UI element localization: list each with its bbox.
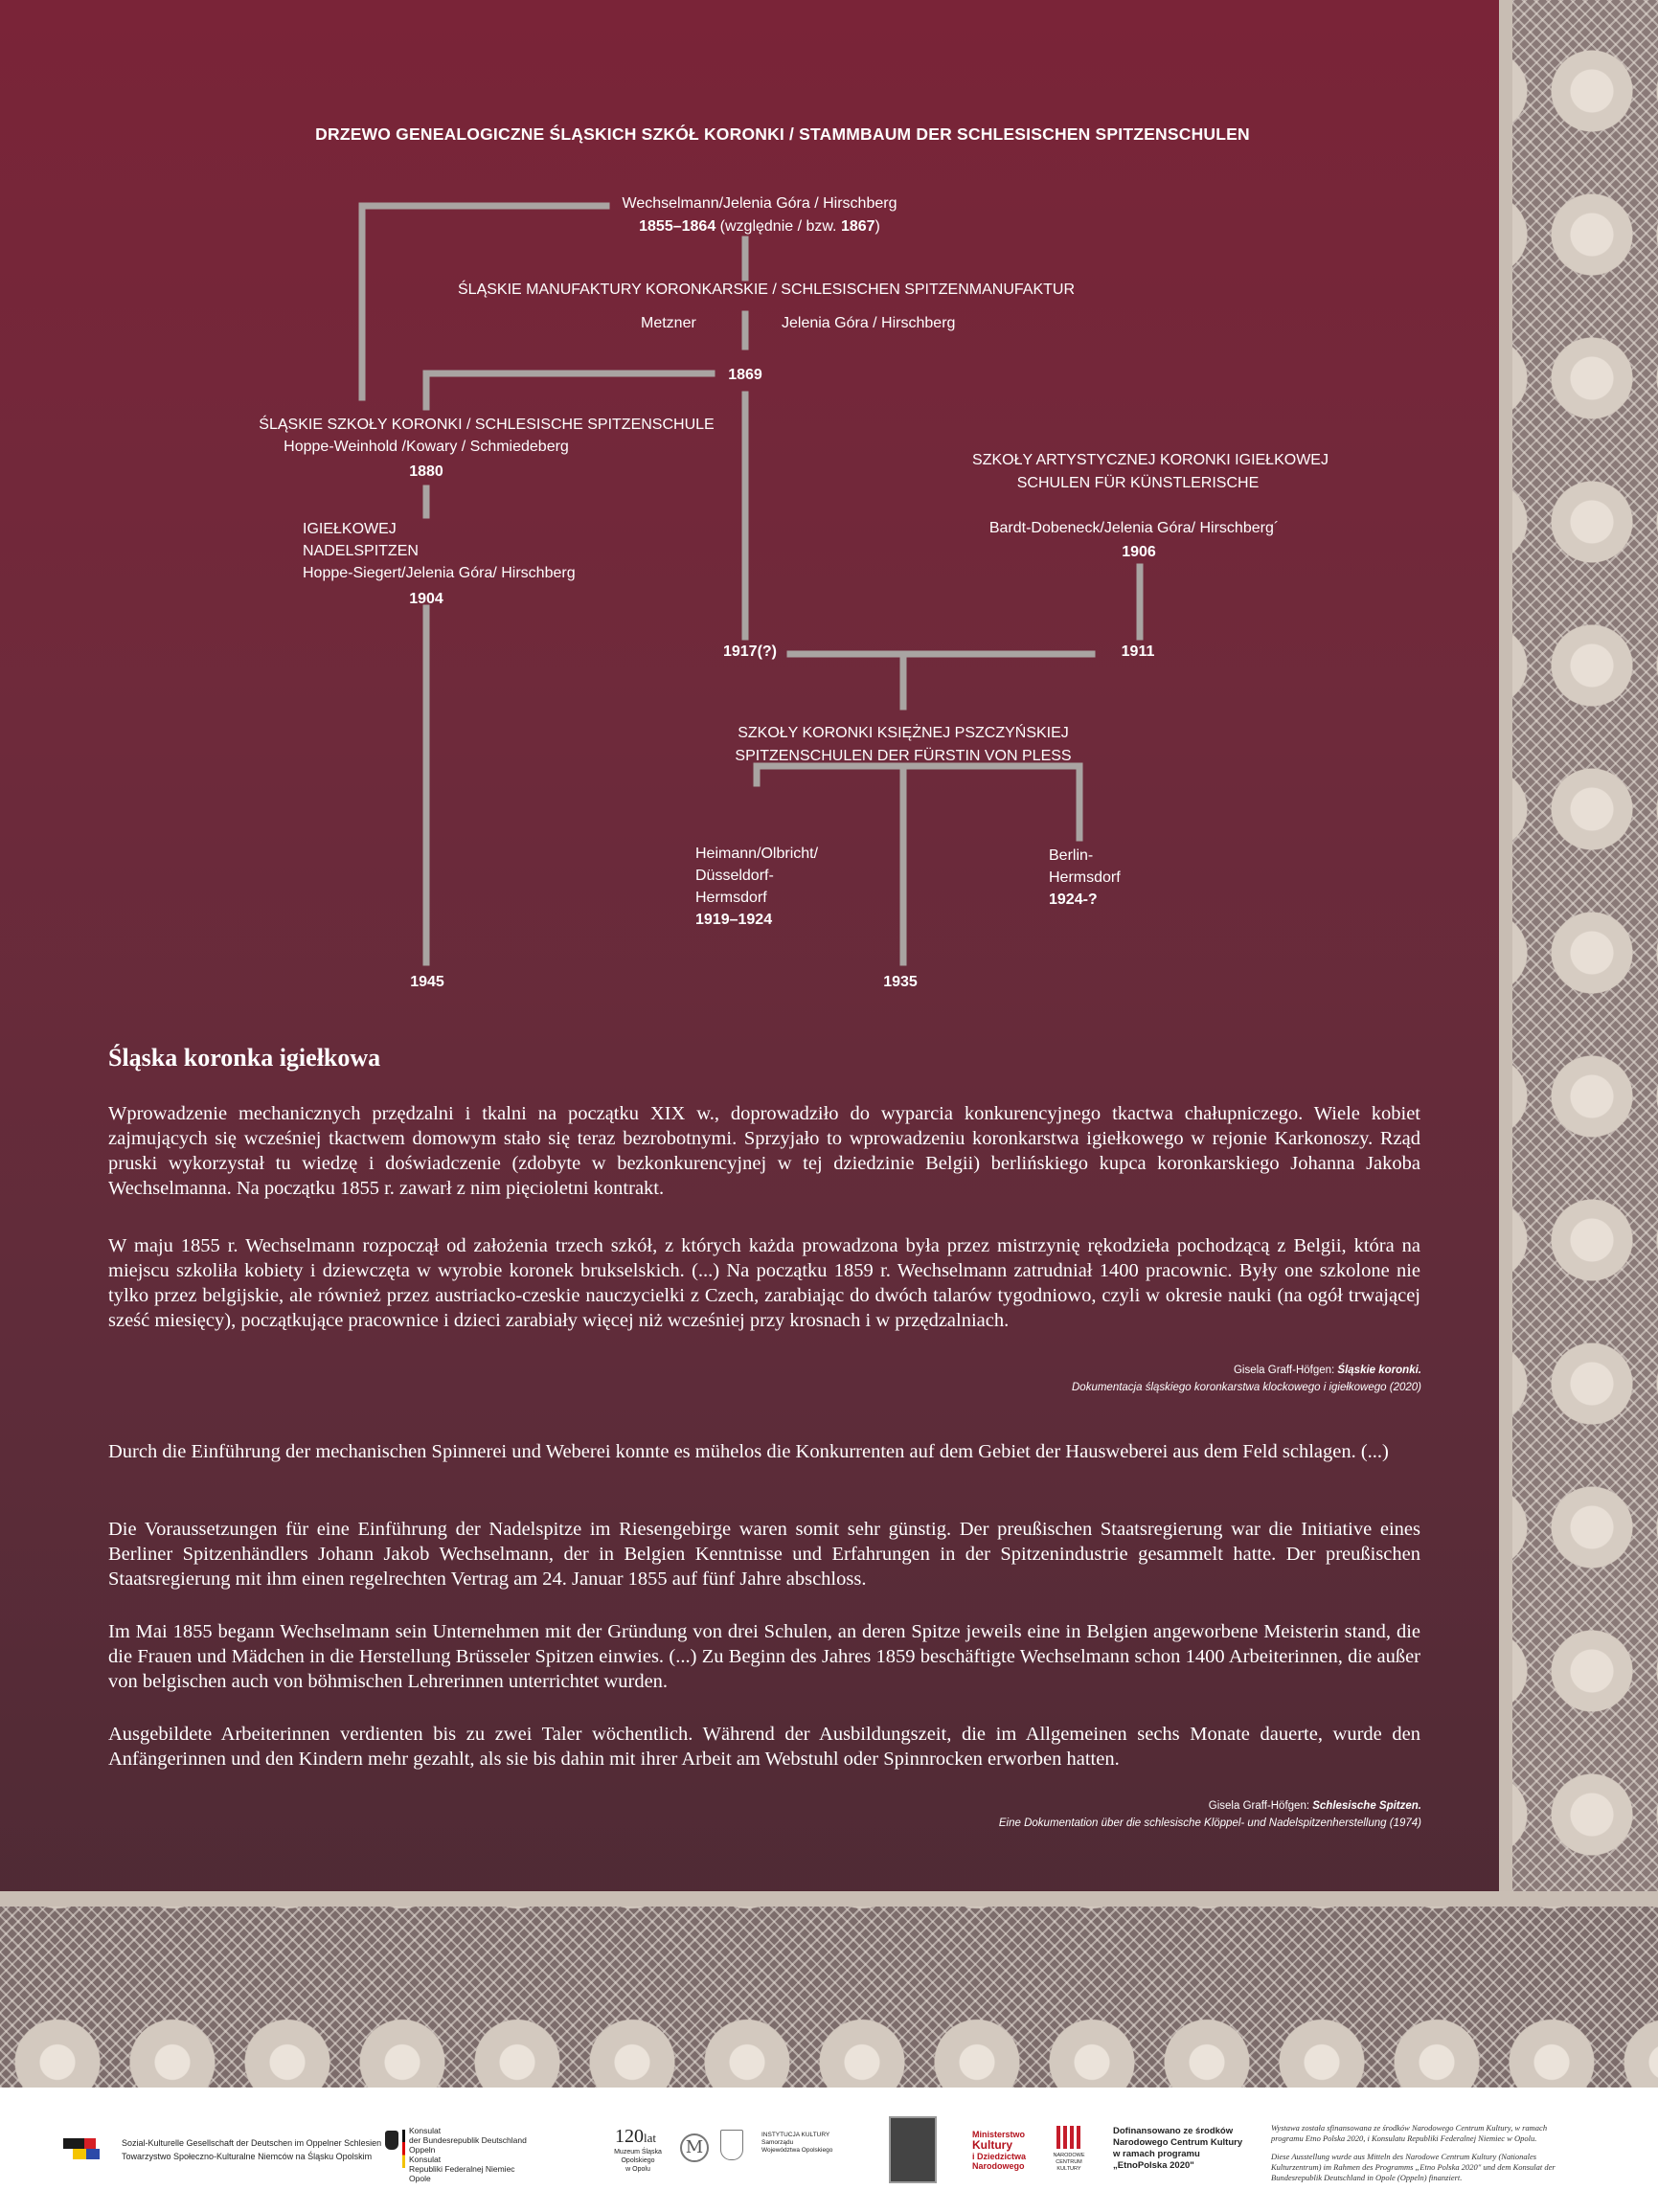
year-1906: 1906 [1122,544,1156,560]
year-1904: 1904 [409,591,443,607]
node-kunst-subtitle: SCHULEN FÜR KÜNSTLERISCHE [1016,475,1260,491]
node-wechselmann: Wechselmann/Jelenia Góra / Hirschberg [622,195,897,212]
section-title: Śląska koronka igiełkowa [108,1044,381,1072]
lace-border-right [1499,0,1658,2088]
dofinansowano-label: Dofinansowano ze środków Narodowego Centrum Kultury w ramach programu „EtnoPolska 2020" [1113,2126,1243,2171]
citation-de [999,1797,1421,1832]
credit-de: Diese Ausstellung wurde aus Mitteln des Narodowe Centrum Kultury (Nationales Kulturzentrum) im Rahmen des Programms „Etno Polska 2020" und dem Konsulat der Bundesrepublik Deutschland in Opole (Oppeln) finanziert. [1271,2152,1556,2182]
credit-pl: Wystawa została sfinansowana ze środków Narodowego Centrum Kultury, w ramach programu Etno Polska 2020, i Konsulatu Republiki Federalnej Niemiec w Opolu. [1271,2123,1548,2143]
koronki-badge [889,2116,937,2183]
instytucja-label: INSTYTUCJA KULTURY Samorządu Województwa Opolskiego [761,2132,833,2154]
lace-border-bottom [0,1891,1658,2088]
node-heimann-line1: Heimann/Olbricht/ [695,846,819,862]
footer-logos [0,2088,1658,2212]
museum-m-logo: M [680,2133,709,2162]
citation-de-title: Schlesische Spitzen. [1312,1800,1421,1812]
nck-label: NARODOWE CENTRUM KULTURY [1053,2153,1085,2172]
vdg-name-de: Sozial-Kulturelle Gesellschaft der Deutschen im Oppelner Schlesien [122,2138,382,2148]
node-schule-title: ŚLĄSKIE SZKOŁY KORONKI / SCHLESISCHE SPITZENSCHULE [259,417,715,433]
konsulat-label: Konsulat der Bundesrepublik Deutschland Oppeln Konsulat Republiki Federalnej Niemiec Opole [409,2126,527,2183]
node-pless-subtitle: SPITZENSCHULEN DER FÜRSTIN VON PLESS [735,748,1072,764]
node-wechselmann-years: 1855–1864 (względnie / bzw. 1867) [639,218,880,235]
paragraph-de-4: Ausgebildete Arbeiterinnen verdienten bis zu zwei Taler wöchentlich. Während der Ausbildungszeit, die im Allgemeinen sechs Monate dauerte, wurde den Anfängerinnen und den Kindern mehr gezahlt, als sie bis dahin mit ihrer Arbeit am Webstuhl oder Spinnrocken erworben hatten. [108,1724,1420,1770]
year-1869: 1869 [728,367,762,383]
citation-pl-subtitle: Dokumentacja śląskiego koronkarstwa klockowego i igiełkowego (2020) [1072,1382,1421,1393]
node-schule-place: Hoppe-Weinhold /Kowary / Schmiedeberg [284,439,569,455]
connector-wechselmann-left [362,206,606,397]
node-heimann-line3: Hermsdorf [695,890,767,906]
tree-title: DRZEWO GENEALOGICZNE ŚLĄSKICH SZKÓŁ KORONKI / STAMMBAUM DER SCHLESISCHEN SPITZENSCHULEN [315,124,1250,144]
year-1911: 1911 [1121,643,1155,660]
vdg-name-pl: Towarzystwo Społeczno-Kulturalne Niemców na Śląsku Opolskim [122,2152,373,2161]
paragraph-de-1: Durch die Einführung der mechanischen Spinnerei und Weberei konnte es mühelos die Konkurrenten auf dem Gebiet der Hausweberei aus dem Feld schlagen. (...) [108,1441,1389,1462]
node-kunst-title: SZKOŁY ARTYSTYCZNEJ KORONKI IGIEŁKOWEJ [972,452,1329,468]
node-metzner: Metzner [641,315,696,331]
node-pless-title: SZKOŁY KORONKI KSIĘŻNEJ PSZCZYŃSKIEJ [738,725,1069,741]
node-manufaktur: ŚLĄSKIE MANUFAKTURY KORONKARSKIE / SCHLESISCHEN SPITZENMANUFAKTUR [458,282,1075,298]
citation-pl-author: Gisela Graff-Höfgen: [1233,1365,1338,1376]
node-nadel-place: Hoppe-Siegert/Jelenia Góra/ Hirschberg [303,565,576,581]
year-1945: 1945 [410,974,444,990]
museum-120: 120lat [615,2126,656,2147]
vdg-logo [63,2138,109,2163]
connector-pless-split [757,766,1079,838]
year-1924: 1924-? [1049,892,1098,908]
citation-de-subtitle: Eine Dokumentation über die schlesische Klöppel- und Nadelspitzenherstellung (1974) [998,1817,1421,1829]
node-bardt: Bardt-Dobeneck/Jelenia Góra/ Hirschberg´ [988,520,1280,536]
paragraph-de-2: Die Voraussetzungen für eine Einführung der Nadelspitze im Riesengebirge waren somit sehr günstig. Der preußischen Staatsregierung war die Initiative eines Berliner Spitzenhändlers Johann Jakob Wechselmann, der in Belgien Kenntnisse und Erfahrungen in der Spitzenindustrie gesammelt hatte. Der preußischen Staatsregierung mit ihm einen regelrechten Vertrag am 24. Januar 1855 auf fünf Jahre abschloss. [108,1519,1420,1590]
year-1917: 1917(?) [722,643,778,660]
citation-de-author: Gisela Graff-Höfgen: [1208,1800,1313,1812]
year-1880: 1880 [409,463,443,480]
node-nadel-line2: NADELSPITZEN [303,543,419,559]
opolskie-crest-icon [720,2130,743,2160]
year-1935: 1935 [883,974,918,990]
ministerstwo-label: Ministerstwo Kultury i Dziedzictwa Narodowego [972,2130,1027,2171]
node-metzner-place: Jelenia Góra / Hirschberg [782,315,956,331]
museum-name: Muzeum Śląska Opolskiego w Opolu [614,2149,662,2173]
node-heimann-line2: Düsseldorf- [695,868,774,884]
paragraph-pl-1: Wprowadzenie mechanicznych przędzalni i tkalni na początku XIX w., doprowadziło do wyparcia konkurencyjnego tkactwa chałupniczego. Wiele kobiet zajmujących się wcześniej tkactwem domowym stało się teraz bezrobotnymi. Sprzyjało to wprowadzeniu koronkarstwa igiełkowego w rejonie Karkonoszy. Rząd pruski wykorzystał tu wiedzę i doświadczenie (zdobyte w bezkonkurencyjnej w tej dziedzinie Belgii) berlińskiego kupca koronkarskiego Johanna Jakoba Wechselmanna. Na początku 1855 r. zawarł z nim pięcioletni kontrakt. [108,1103,1420,1199]
node-nadel-line1: IGIEŁKOWEJ [303,521,397,537]
citation-pl [1072,1362,1421,1396]
year-1919-1924: 1919–1924 [695,912,773,928]
paragraph-pl-2: W maju 1855 r. Wechselmann rozpoczął od założenia trzech szkół, z których każda prowadzona była przez mistrzynię rękodzieła pochodzącą z Belgii, która na miejscu szkoliła kobiety i dziewczęta w wyrobie koronek brukselskich. (...) Na początku 1859 r. Wechselmann zatrudniał 1400 pracownic. Były one szkolone nie tylko przez belgijskie, ale również przez austriacko-czeskie nauczycielki z Czech, zarabiając do dwóch talarów tygodniowo, czyli w okresie nauki (na ogół trwającej sześć miesięcy), początkujące pracownice i dzieci zarabiały więcej niż wcześniej przy krosnach i w przędzalniach. [108,1235,1420,1331]
node-berlin-line1: Berlin- [1049,847,1094,864]
eagle-icon [385,2131,398,2150]
paragraph-de-3: Im Mai 1855 begann Wechselmann sein Unternehmen mit der Gründung von drei Schulen, an deren Spitze jeweils eine in Belgien angeworbene Meisterin stand, die die Frauen und Mädchen in die Herstellung Brüsseler Spitzen einwies. (...) Zu Beginn des Jahres 1859 beschäftigte Wechselmann schon 1400 Arbeiterinnen, die außer von belgischen auch von böhmischen Lehrerinnen unterrichtet wurden. [108,1621,1420,1692]
connector-1869-branch [426,373,712,407]
citation-pl-title: Śląskie koronki. [1337,1365,1421,1376]
konsulat-flag [402,2130,405,2168]
nck-logo-icon [1056,2126,1081,2149]
node-berlin-line2: Hermsdorf [1049,869,1121,886]
